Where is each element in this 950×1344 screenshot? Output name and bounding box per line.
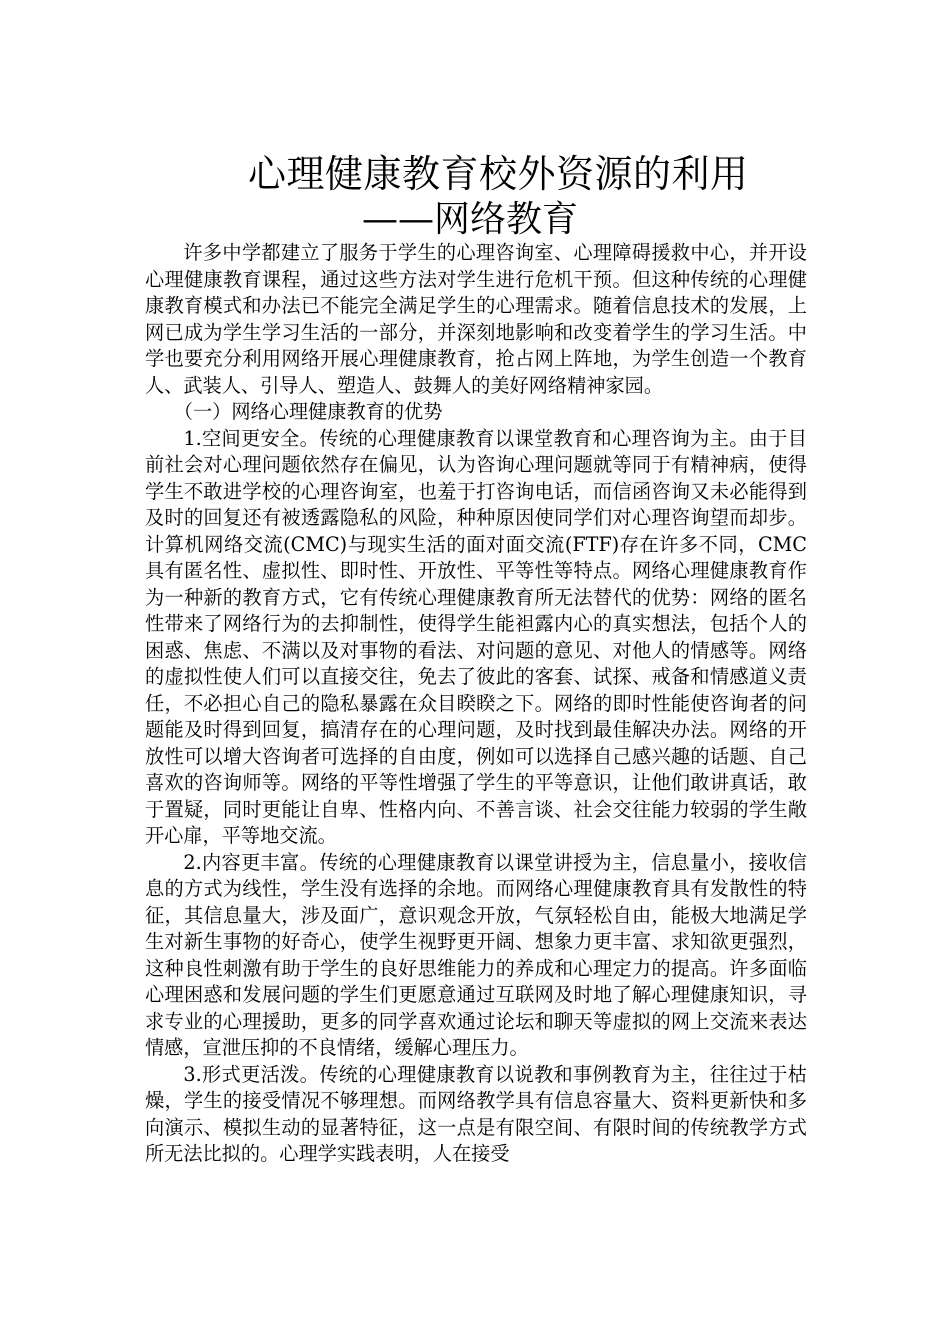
- point-2-paragraph: 2.内容更丰富。传统的心理健康教育以课堂讲授为主，信息量小，接收信息的方式为线性，学生没有选择的余地。而网络心理健康教育具有发散性的特征，其信息量大，涉及面广，意识观念开放，气氛轻松自由，能极大地满足学生对新生事物的好奇心，使学生视野更开阔、想象力更丰富、求知欲更强烈，这种良性刺激有助于学生的良好思维能力的养成和心理定力的提高。许多面临心理困惑和发展问题的学生们更愿意通过互联网及时地了解心理健康知识，寻求专业的心理援助，更多的同学喜欢通过论坛和聊天等虚拟的网上交流来表达情感，宣泄压抑的不良情绪，缓解心理压力。: [145, 850, 807, 1059]
- document-title: 心理健康教育校外资源的利用: [248, 152, 749, 196]
- intro-paragraph: 许多中学都建立了服务于学生的心理咨询室、心理障碍援救中心，并开设心理健康教育课程，通过这些方法对学生进行危机干预。但这种传统的心理健康教育模式和办法已不能完全满足学生的心理需求。随着信息技术的发展，上网已成为学生学习生活的一部分，并深刻地影响和改变着学生的学习生活。中学也要充分利用网络开展心理健康教育，抢占网上阵地，为学生创造一个教育人、武装人、引导人、塑造人、鼓舞人的美好网络精神家园。: [145, 241, 807, 397]
- body-text: [145, 240, 807, 1168]
- section-heading: （一）网络心理健康教育的优势: [173, 400, 443, 423]
- point-3-paragraph: 3.形式更活泼。传统的心理健康教育以说教和事例教育为主，往往过于枯燥，学生的接受情况不够理想。而网络教学具有信息容量大、资料更新快和多向演示、模拟生动的显著特征，这一点是有限空间、有限时间的传统教学方式所无法比拟的。心理学实践表明，人在接受: [145, 1062, 807, 1165]
- document-subtitle: ——网络教育: [362, 199, 579, 240]
- point-1-paragraph: 1.空间更安全。传统的心理健康教育以课堂教育和心理咨询为主。由于目前社会对心理问题依然存在偏见，认为咨询心理问题就等同于有精神病，使得学生不敢进学校的心理咨询室，也羞于打咨询电话，而信函咨询又未必能得到及时的回复还有被透露隐私的风险，种种原因使同学们对心理咨询望而却步。计算机网络交流(CMC)与现实生活的面对面交流(FTF)存在许多不同，CMC具有匿名性、虚拟性、即时性、开放性、平等性等特点。网络心理健康教育作为一种新的教育方式，它有传统心理健康教育所无法替代的优势：网络的匿名性带来了网络行为的去抑制性，使得学生能袒露内心的真实想法，包括个人的困惑、焦虑、不满以及对事物的看法、对问题的意见、对他人的情感等。网络的虚拟性使人们可以直接交往，免去了彼此的客套、试探、戒备和情感道义责任，不必担心自己的隐私暴露在众目睽睽之下。网络的即时性能使咨询者的问题能及时得到回复，搞清存在的心理问题，及时找到最佳解决办法。网络的开放性可以增大咨询者可选择的自由度，例如可以选择自己感兴趣的话题、自己喜欢的咨询师等。网络的平等性增强了学生的平等意识，让他们敢讲真话，敢于置疑，同时更能让自卑、性格内向、不善言谈、社会交往能力较弱的学生敞开心扉，平等地交流。: [145, 426, 807, 847]
